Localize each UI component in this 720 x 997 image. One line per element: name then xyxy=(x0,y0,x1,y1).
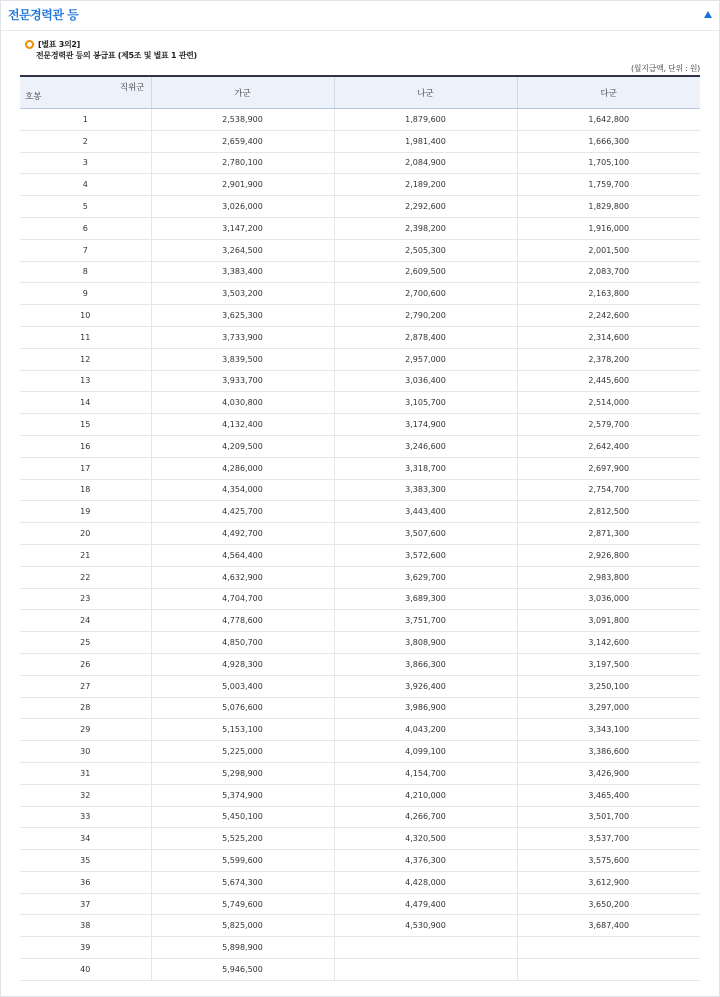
da-cell: 3,250,100 xyxy=(517,675,700,697)
column-header-ga: 가군 xyxy=(151,76,334,109)
table-row xyxy=(20,174,700,196)
table-title: 전문경력관 등의 봉급표 (제5조 및 별표 1 관련) xyxy=(36,51,197,60)
table-row xyxy=(20,653,700,675)
da-cell: 2,514,000 xyxy=(517,392,700,414)
na-cell: 3,926,400 xyxy=(334,675,517,697)
na-cell: 4,266,700 xyxy=(334,806,517,828)
ga-cell: 3,839,500 xyxy=(151,348,334,370)
step-cell: 27 xyxy=(20,675,151,697)
da-cell: 3,091,800 xyxy=(517,610,700,632)
na-cell: 3,036,400 xyxy=(334,370,517,392)
da-cell: 2,083,700 xyxy=(517,261,700,283)
step-cell: 32 xyxy=(20,784,151,806)
ga-cell: 3,933,700 xyxy=(151,370,334,392)
da-cell: 2,697,900 xyxy=(517,457,700,479)
da-cell: 2,163,800 xyxy=(517,283,700,305)
da-cell: 3,687,400 xyxy=(517,915,700,937)
ga-cell: 5,599,600 xyxy=(151,850,334,872)
step-cell: 2 xyxy=(20,130,151,152)
step-cell: 16 xyxy=(20,435,151,457)
table-row xyxy=(20,828,700,850)
step-cell: 9 xyxy=(20,283,151,305)
ga-cell: 4,492,700 xyxy=(151,523,334,545)
table-row xyxy=(20,806,700,828)
step-cell: 35 xyxy=(20,850,151,872)
table-row xyxy=(20,348,700,370)
step-cell: 34 xyxy=(20,828,151,850)
na-cell: 4,043,200 xyxy=(334,719,517,741)
step-cell: 14 xyxy=(20,392,151,414)
na-cell: 1,981,400 xyxy=(334,130,517,152)
step-cell: 21 xyxy=(20,544,151,566)
da-cell: 1,666,300 xyxy=(517,130,700,152)
table-row xyxy=(20,610,700,632)
ga-cell: 5,749,600 xyxy=(151,893,334,915)
na-cell: 2,292,600 xyxy=(334,196,517,218)
step-cell: 22 xyxy=(20,566,151,588)
step-cell: 19 xyxy=(20,501,151,523)
unit-note: (월지급액, 단위 : 원) xyxy=(630,64,700,73)
da-cell: 1,642,800 xyxy=(517,109,700,131)
na-cell: 3,318,700 xyxy=(334,457,517,479)
na-cell: 3,174,900 xyxy=(334,414,517,436)
da-cell: 2,812,500 xyxy=(517,501,700,523)
ga-cell: 4,209,500 xyxy=(151,435,334,457)
na-cell: 2,189,200 xyxy=(334,174,517,196)
table-header-row xyxy=(20,76,700,109)
table-row xyxy=(20,152,700,174)
step-cell: 13 xyxy=(20,370,151,392)
da-cell: 2,642,400 xyxy=(517,435,700,457)
da-cell: 2,378,200 xyxy=(517,348,700,370)
step-cell: 7 xyxy=(20,239,151,261)
section-title: 전문경력관 등 xyxy=(8,8,79,22)
step-cell: 28 xyxy=(20,697,151,719)
ga-cell: 5,298,900 xyxy=(151,762,334,784)
ga-cell: 5,374,900 xyxy=(151,784,334,806)
na-cell: 3,572,600 xyxy=(334,544,517,566)
column-header-na: 나군 xyxy=(334,76,517,109)
step-cell: 25 xyxy=(20,632,151,654)
da-cell: 2,754,700 xyxy=(517,479,700,501)
da-cell: 1,829,800 xyxy=(517,196,700,218)
ga-cell: 5,946,500 xyxy=(151,959,334,981)
step-cell: 3 xyxy=(20,152,151,174)
step-cell: 6 xyxy=(20,217,151,239)
ga-cell: 2,538,900 xyxy=(151,109,334,131)
ga-cell: 4,425,700 xyxy=(151,501,334,523)
step-cell: 38 xyxy=(20,915,151,937)
da-cell: 3,501,700 xyxy=(517,806,700,828)
step-cell: 26 xyxy=(20,653,151,675)
ga-cell: 5,225,000 xyxy=(151,741,334,763)
na-cell: 4,530,900 xyxy=(334,915,517,937)
step-cell: 33 xyxy=(20,806,151,828)
table-row xyxy=(20,566,700,588)
na-cell: 2,609,500 xyxy=(334,261,517,283)
ga-cell: 5,825,000 xyxy=(151,915,334,937)
collapse-arrow-icon[interactable] xyxy=(704,11,712,18)
na-cell: 3,808,900 xyxy=(334,632,517,654)
ga-cell: 3,264,500 xyxy=(151,239,334,261)
da-cell: 3,426,900 xyxy=(517,762,700,784)
table-row xyxy=(20,675,700,697)
da-cell: 1,916,000 xyxy=(517,217,700,239)
na-cell: 4,320,500 xyxy=(334,828,517,850)
ga-cell: 5,450,100 xyxy=(151,806,334,828)
da-cell: 2,983,800 xyxy=(517,566,700,588)
na-cell: 4,376,300 xyxy=(334,850,517,872)
step-cell: 12 xyxy=(20,348,151,370)
table-row xyxy=(20,959,700,981)
table-row xyxy=(20,239,700,261)
ga-cell: 5,153,100 xyxy=(151,719,334,741)
da-cell: 2,579,700 xyxy=(517,414,700,436)
na-cell: 3,689,300 xyxy=(334,588,517,610)
section-header[interactable] xyxy=(1,1,719,31)
ga-cell: 3,503,200 xyxy=(151,283,334,305)
na-cell: 4,099,100 xyxy=(334,741,517,763)
table-row xyxy=(20,457,700,479)
na-cell: 2,084,900 xyxy=(334,152,517,174)
table-row xyxy=(20,435,700,457)
table-row xyxy=(20,915,700,937)
da-cell: 3,036,000 xyxy=(517,588,700,610)
appendix-label: [별표 3의2] xyxy=(38,40,81,49)
na-cell: 2,700,600 xyxy=(334,283,517,305)
table-row xyxy=(20,544,700,566)
na-cell: 2,878,400 xyxy=(334,326,517,348)
ga-cell: 4,030,800 xyxy=(151,392,334,414)
da-cell: 1,759,700 xyxy=(517,174,700,196)
step-cell: 20 xyxy=(20,523,151,545)
da-cell xyxy=(517,959,700,981)
ga-cell: 5,003,400 xyxy=(151,675,334,697)
na-cell: 4,210,000 xyxy=(334,784,517,806)
step-cell: 17 xyxy=(20,457,151,479)
na-cell: 2,790,200 xyxy=(334,305,517,327)
na-cell xyxy=(334,959,517,981)
da-cell: 2,445,600 xyxy=(517,370,700,392)
da-cell xyxy=(517,937,700,959)
step-cell: 39 xyxy=(20,937,151,959)
table-row xyxy=(20,741,700,763)
ga-cell: 4,778,600 xyxy=(151,610,334,632)
table-row xyxy=(20,937,700,959)
ga-cell: 4,704,700 xyxy=(151,588,334,610)
table-row xyxy=(20,217,700,239)
table-row xyxy=(20,632,700,654)
table-row xyxy=(20,261,700,283)
da-cell: 2,314,600 xyxy=(517,326,700,348)
na-cell: 3,986,900 xyxy=(334,697,517,719)
table-body xyxy=(20,109,700,981)
na-cell: 3,443,400 xyxy=(334,501,517,523)
table-row xyxy=(20,762,700,784)
ga-cell: 4,354,000 xyxy=(151,479,334,501)
na-cell: 3,383,300 xyxy=(334,479,517,501)
step-cell: 30 xyxy=(20,741,151,763)
ga-cell: 3,733,900 xyxy=(151,326,334,348)
na-cell: 3,246,600 xyxy=(334,435,517,457)
table-row xyxy=(20,283,700,305)
ga-cell: 4,632,900 xyxy=(151,566,334,588)
step-cell: 31 xyxy=(20,762,151,784)
ga-cell: 3,625,300 xyxy=(151,305,334,327)
da-cell: 3,575,600 xyxy=(517,850,700,872)
column-header-da: 다군 xyxy=(517,76,700,109)
salary-table xyxy=(20,75,700,981)
da-cell: 2,242,600 xyxy=(517,305,700,327)
da-cell: 3,612,900 xyxy=(517,871,700,893)
step-cell: 36 xyxy=(20,871,151,893)
step-cell: 15 xyxy=(20,414,151,436)
ga-cell: 2,901,900 xyxy=(151,174,334,196)
na-cell xyxy=(334,937,517,959)
step-cell: 11 xyxy=(20,326,151,348)
table-row xyxy=(20,850,700,872)
step-cell: 24 xyxy=(20,610,151,632)
da-cell: 3,197,500 xyxy=(517,653,700,675)
step-cell: 23 xyxy=(20,588,151,610)
da-cell: 2,926,800 xyxy=(517,544,700,566)
ga-cell: 2,780,100 xyxy=(151,152,334,174)
table-row xyxy=(20,871,700,893)
step-cell: 10 xyxy=(20,305,151,327)
da-cell: 2,001,500 xyxy=(517,239,700,261)
table-row xyxy=(20,414,700,436)
table-row xyxy=(20,893,700,915)
table-row xyxy=(20,588,700,610)
na-cell: 3,751,700 xyxy=(334,610,517,632)
table-row xyxy=(20,392,700,414)
table-row xyxy=(20,130,700,152)
ga-cell: 4,132,400 xyxy=(151,414,334,436)
bullet-circle-icon xyxy=(25,40,34,49)
da-cell: 3,142,600 xyxy=(517,632,700,654)
ga-cell: 5,525,200 xyxy=(151,828,334,850)
da-cell: 2,871,300 xyxy=(517,523,700,545)
da-cell: 3,537,700 xyxy=(517,828,700,850)
table-row xyxy=(20,784,700,806)
table-row xyxy=(20,109,700,131)
na-cell: 4,428,000 xyxy=(334,871,517,893)
table-row xyxy=(20,196,700,218)
table-row xyxy=(20,501,700,523)
ga-cell: 5,076,600 xyxy=(151,697,334,719)
ga-cell: 5,674,300 xyxy=(151,871,334,893)
na-cell: 2,957,000 xyxy=(334,348,517,370)
ga-cell: 3,383,400 xyxy=(151,261,334,283)
na-cell: 3,866,300 xyxy=(334,653,517,675)
step-cell: 18 xyxy=(20,479,151,501)
table-row xyxy=(20,326,700,348)
ga-cell: 2,659,400 xyxy=(151,130,334,152)
table-row xyxy=(20,697,700,719)
step-cell: 1 xyxy=(20,109,151,131)
ga-cell: 4,564,400 xyxy=(151,544,334,566)
step-cell: 5 xyxy=(20,196,151,218)
table-row xyxy=(20,479,700,501)
step-cell: 4 xyxy=(20,174,151,196)
ga-cell: 3,147,200 xyxy=(151,217,334,239)
da-cell: 3,386,600 xyxy=(517,741,700,763)
ga-cell: 4,928,300 xyxy=(151,653,334,675)
na-cell: 3,105,700 xyxy=(334,392,517,414)
na-cell: 3,507,600 xyxy=(334,523,517,545)
step-cell: 29 xyxy=(20,719,151,741)
step-cell: 40 xyxy=(20,959,151,981)
na-cell: 2,398,200 xyxy=(334,217,517,239)
da-cell: 3,465,400 xyxy=(517,784,700,806)
step-label: 호봉 xyxy=(25,92,42,102)
table-row xyxy=(20,719,700,741)
na-cell: 2,505,300 xyxy=(334,239,517,261)
step-cell: 8 xyxy=(20,261,151,283)
na-cell: 4,154,700 xyxy=(334,762,517,784)
na-cell: 3,629,700 xyxy=(334,566,517,588)
position-group-label: 직위군 xyxy=(119,83,145,93)
table-row xyxy=(20,305,700,327)
da-cell: 1,705,100 xyxy=(517,152,700,174)
na-cell: 1,879,600 xyxy=(334,109,517,131)
corner-header-cell xyxy=(20,76,151,109)
step-cell: 37 xyxy=(20,893,151,915)
ga-cell: 3,026,000 xyxy=(151,196,334,218)
na-cell: 4,479,400 xyxy=(334,893,517,915)
table-row xyxy=(20,370,700,392)
ga-cell: 4,286,000 xyxy=(151,457,334,479)
ga-cell: 5,898,900 xyxy=(151,937,334,959)
da-cell: 3,297,000 xyxy=(517,697,700,719)
da-cell: 3,650,200 xyxy=(517,893,700,915)
da-cell: 3,343,100 xyxy=(517,719,700,741)
table-row xyxy=(20,523,700,545)
ga-cell: 4,850,700 xyxy=(151,632,334,654)
